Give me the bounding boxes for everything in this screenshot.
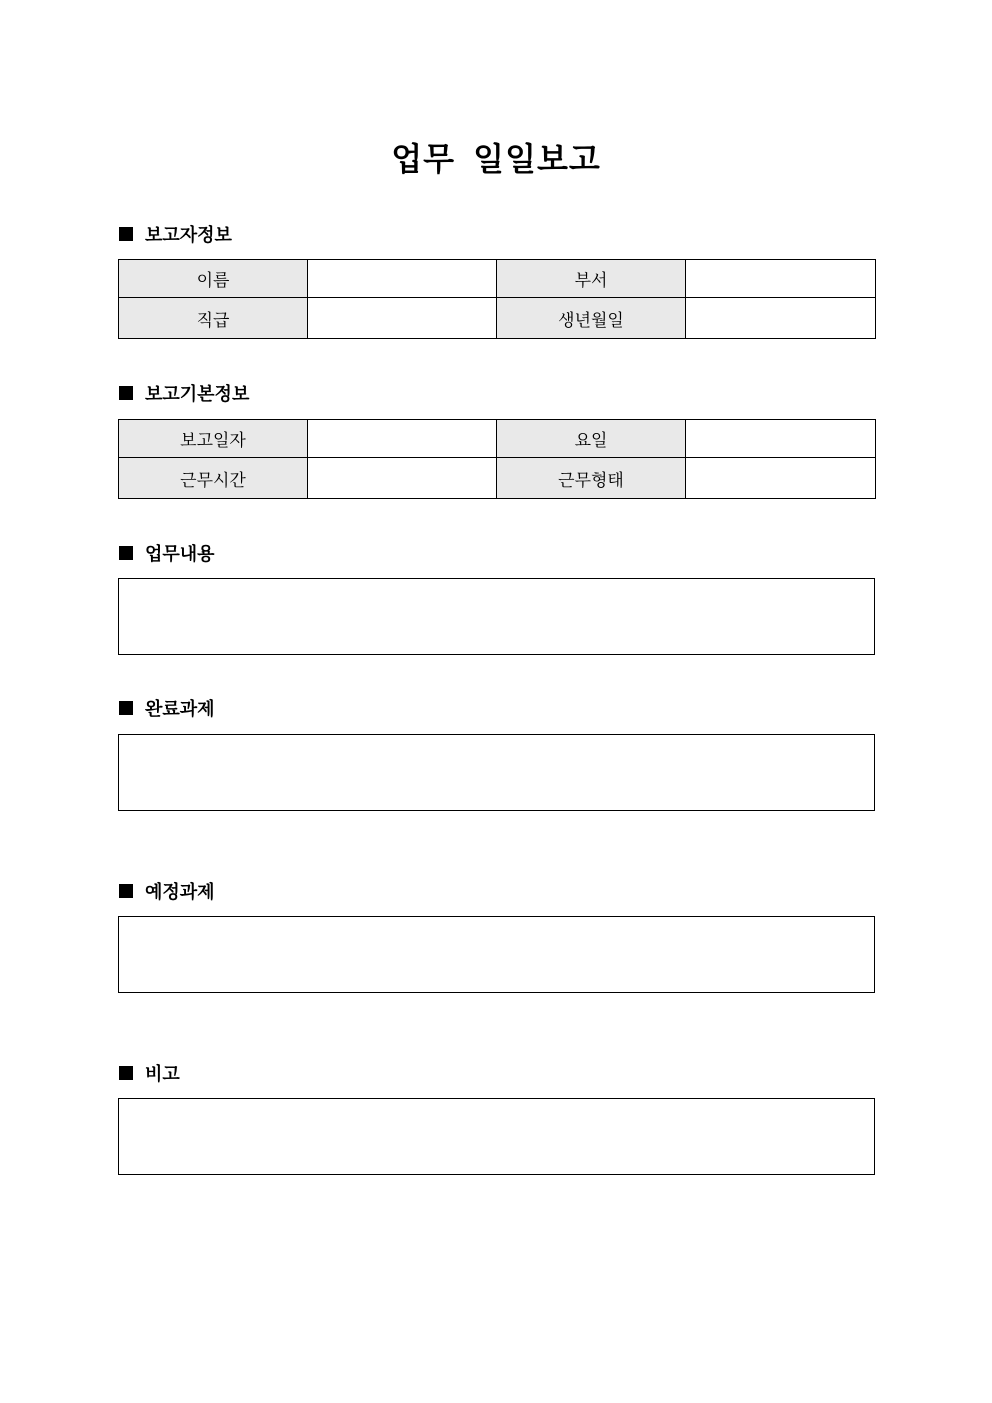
section-heading-label: 예정과제 xyxy=(145,882,215,903)
black-square-icon xyxy=(119,1066,133,1080)
work-hours-label: 근무시간 xyxy=(119,458,308,499)
section-heading-work-content xyxy=(119,542,215,564)
completed-tasks-box[interactable] xyxy=(118,734,875,811)
section-heading-label: 업무내용 xyxy=(145,544,215,565)
section-heading-label: 보고자정보 xyxy=(145,225,232,246)
section-heading-remarks xyxy=(119,1062,180,1084)
table-row xyxy=(119,420,876,458)
table-row xyxy=(119,260,876,298)
report-date-field[interactable] xyxy=(308,420,497,458)
planned-tasks-box[interactable] xyxy=(118,916,875,993)
position-label: 직급 xyxy=(119,298,308,339)
name-field[interactable] xyxy=(308,260,497,298)
section-heading-planned-tasks xyxy=(119,880,215,902)
department-field[interactable] xyxy=(686,260,876,298)
section-heading-basic xyxy=(119,382,249,404)
black-square-icon xyxy=(119,386,133,400)
birthdate-label: 생년월일 xyxy=(497,298,686,339)
section-heading-label: 보고기본정보 xyxy=(145,384,250,405)
weekday-field[interactable] xyxy=(686,420,876,458)
work-hours-field[interactable] xyxy=(308,458,497,499)
position-field[interactable] xyxy=(308,298,497,339)
department-label: 부서 xyxy=(497,260,686,298)
section-heading-label: 비고 xyxy=(145,1064,180,1085)
work-content-box[interactable] xyxy=(118,578,875,655)
black-square-icon xyxy=(119,546,133,560)
section-heading-reporter xyxy=(119,223,232,245)
table-row xyxy=(119,298,876,339)
birthdate-field[interactable] xyxy=(686,298,876,339)
section-heading-label: 완료과제 xyxy=(145,699,215,720)
remarks-box[interactable] xyxy=(118,1098,875,1175)
page-title: 업무 일일보고 xyxy=(391,140,601,178)
black-square-icon xyxy=(119,884,133,898)
work-type-field[interactable] xyxy=(686,458,876,499)
basic-info-table xyxy=(118,419,876,499)
name-label: 이름 xyxy=(119,260,308,298)
table-row xyxy=(119,458,876,499)
black-square-icon xyxy=(119,701,133,715)
section-heading-completed-tasks xyxy=(119,697,215,719)
work-type-label: 근무형태 xyxy=(497,458,686,499)
report-date-label: 보고일자 xyxy=(119,420,308,458)
reporter-info-table xyxy=(118,259,876,339)
black-square-icon xyxy=(119,227,133,241)
weekday-label: 요일 xyxy=(497,420,686,458)
